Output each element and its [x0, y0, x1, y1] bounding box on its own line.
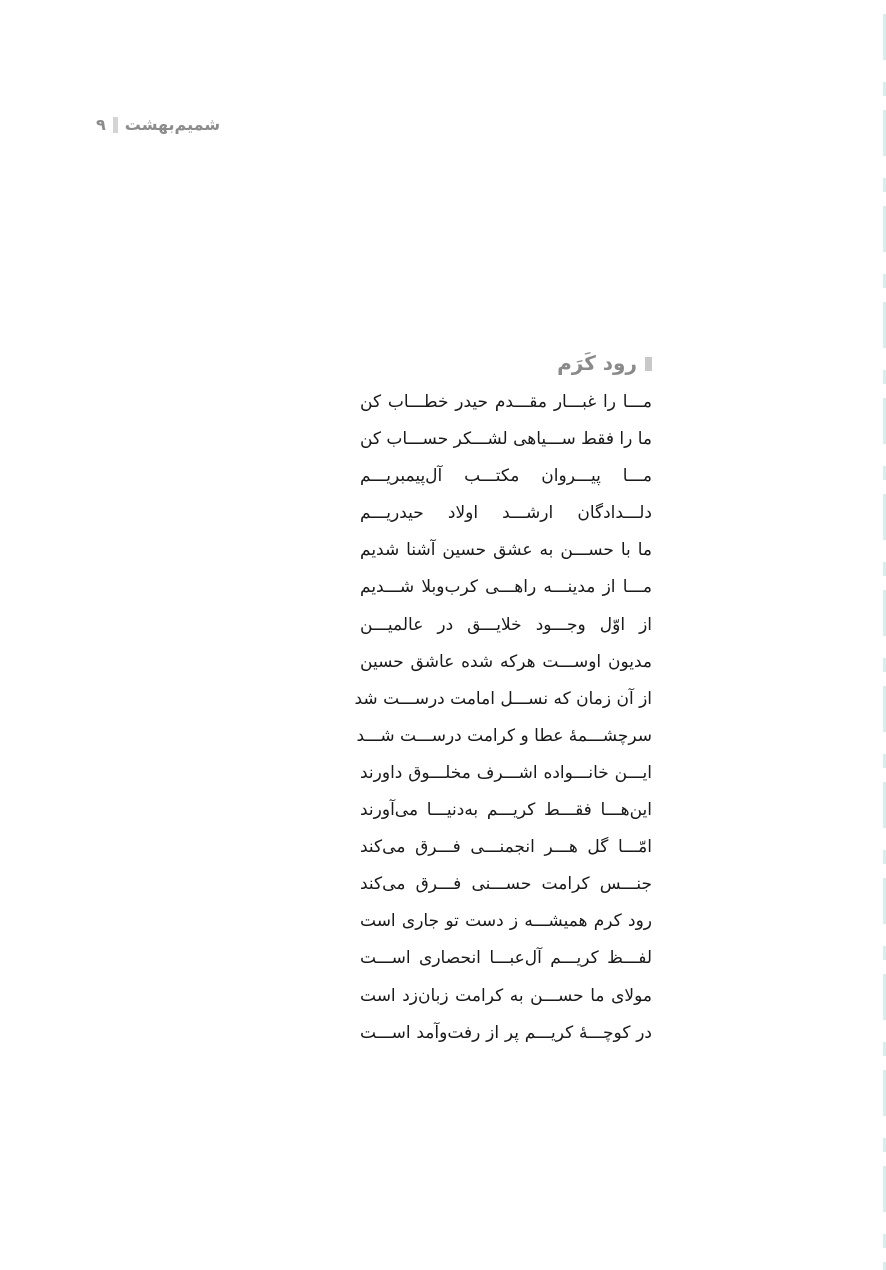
poem-line: مـــا پیـــروان مکتـــب آل‌پیمبریـــم	[360, 466, 652, 487]
poem-section	[354, 346, 652, 1052]
poem-line: دلـــدادگان ارشـــد اولاد حیدریـــم	[360, 503, 652, 524]
poem-line: از آن زمان که نســـل امامت درســـت شد	[354, 688, 652, 709]
poem-line: سرچشـــمهٔ عطا و کرامت درســـت شـــد	[356, 725, 652, 746]
poem-line: جنـــس کرامت حســـنی فـــرق می‌کند	[360, 874, 652, 895]
poem-line: مولای ما حســـن به کرامت زبان‌زد است	[360, 985, 652, 1006]
poem-line: مـــا را غبـــار مقـــدم حیدر خطـــاب کن	[360, 392, 652, 412]
poem-line: در کوچـــهٔ کریـــم پر از رفت‌وآمد اســـت	[360, 1022, 652, 1043]
poem-line: امّـــا گل هـــر انجمنـــی فـــرق می‌کند	[360, 837, 652, 858]
poem-heading	[360, 346, 652, 380]
poem-line: مدیون اوســـت هرکه شده عاشق حسین	[360, 651, 652, 672]
poem-line: لفـــظ کریـــم آل‌عبـــا انحصاری اســـت	[360, 948, 652, 969]
title-marker-square	[645, 357, 652, 371]
poem-line: از اوّل وجـــود خلایـــق در عالمیـــن	[360, 614, 652, 635]
poem-lines	[354, 384, 652, 1052]
poem-title: رود کَرَم	[557, 351, 637, 375]
running-header	[96, 113, 220, 137]
page-number: ۹	[96, 115, 106, 134]
book-title: شمیم‌بهشت	[124, 115, 221, 134]
poem-line: ما را فقط ســـیاهی لشـــکر حســـاب کن	[359, 429, 652, 450]
poem-line: رود کرم همیشـــه ز دست تو جاری است	[360, 911, 652, 932]
poem-line: مـــا از مدینـــه راهـــی کرب‌وبلا شـــدیم	[360, 577, 652, 598]
header-separator-bar	[113, 117, 118, 133]
poem-line: ما با حســـن به عشق حسین آشنا شدیم	[360, 540, 652, 561]
poem-line: این‌هـــا فقـــط کریـــم به‌دنیـــا می‌آورند	[360, 800, 652, 821]
poem-line: ایـــن خانـــواده اشـــرف مخلـــوق داورند	[360, 762, 652, 783]
